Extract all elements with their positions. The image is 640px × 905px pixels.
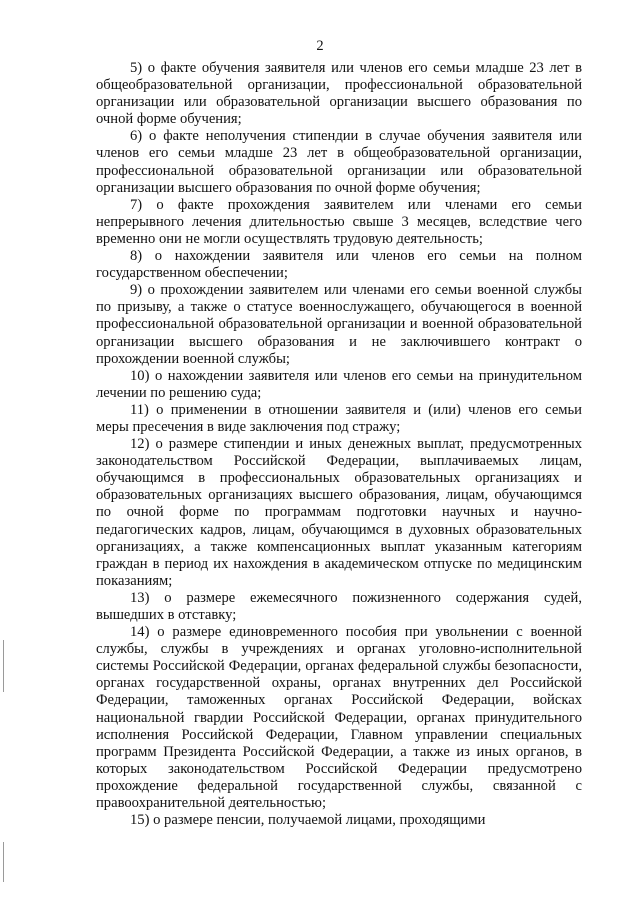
list-item-9: 9) о прохождении заявителем или членами его семьи военной службы по призыву, а также о статусе военнослужащего, обучающегося в военной профессиональной образовательной организации и военной образовательной организации высшего образования и не заключившего контракт о прохождении военной службы; (96, 282, 582, 367)
page-number: 2 (316, 38, 324, 54)
list-item-8: 8) о нахождении заявителя или членов его семьи на полном государственном обеспечении; (96, 248, 582, 282)
scan-edge-mark-bottom (3, 842, 4, 882)
list-item-14: 14) о размере единовременного пособия при увольнении с военной службы, службы в учреждениях и органах уголовно-исполнительной системы Российской Федерации, органах федеральной службы безопасности, органах государственной охраны, органах внутренних дел Российской Федерации, таможенных органах Российской Федерации, войсках национальной гвардии Российской Федерации, органах принудительного исполнения Российской Федерации, Главном управлении специальных программ Президента Российской Федерации, а также из иных органов, в которых законодательством Российской Федерации предусмотрено прохождение федеральной государственной службы, связанной с правоохранительной деятельностью; (96, 624, 582, 812)
list-item-5: 5) о факте обучения заявителя или членов его семьи младше 23 лет в общеобразовательной организации, профессиональной образовательной организации или образовательной организации высшего образования по очной форме обучения; (96, 60, 582, 128)
list-item-7: 7) о факте прохождения заявителем или членами его семьи непрерывного лечения длительностью свыше 3 месяцев, вследствие чего временно они не могли осуществлять трудовую деятельность; (96, 196, 582, 247)
list-item-6: 6) о факте неполучения стипендии в случае обучения заявителя или членов его семьи младше 23 лет в общеобразовательной организации, профессиональной образовательной организации или образовательной организации высшего образования по очной форме обучения; (96, 128, 582, 196)
scan-edge-mark-top (3, 640, 4, 692)
list-item-11: 11) о применении в отношении заявителя и (или) членов его семьи меры пресечения в виде заключения под стражу; (96, 401, 582, 435)
list-item-15: 15) о размере пенсии, получаемой лицами, проходящими (130, 812, 486, 829)
list-item-12: 12) о размере стипендии и иных денежных выплат, предусмотренных законодательством Российской Федерации, выплачиваемых лицам, обучающимся в профессиональных образовательных организациях и образовательных организациях высшего образования, лицам, обучающимся по очной форме по программам подготовки научных и научно-педагогических кадров, лицам, обучающимся в духовных образовательных организациях, а также компенсационных выплат указанным категориям граждан в период их нахождения в академическом отпуске по медицинским показаниям; (96, 436, 582, 589)
list-item-10: 10) о нахождении заявителя или членов его семьи на принудительном лечении по решению суда; (96, 367, 582, 401)
document-body (96, 60, 582, 829)
list-item-13: 13) о размере ежемесячного пожизненного содержания судей, вышедших в отставку; (96, 589, 582, 623)
